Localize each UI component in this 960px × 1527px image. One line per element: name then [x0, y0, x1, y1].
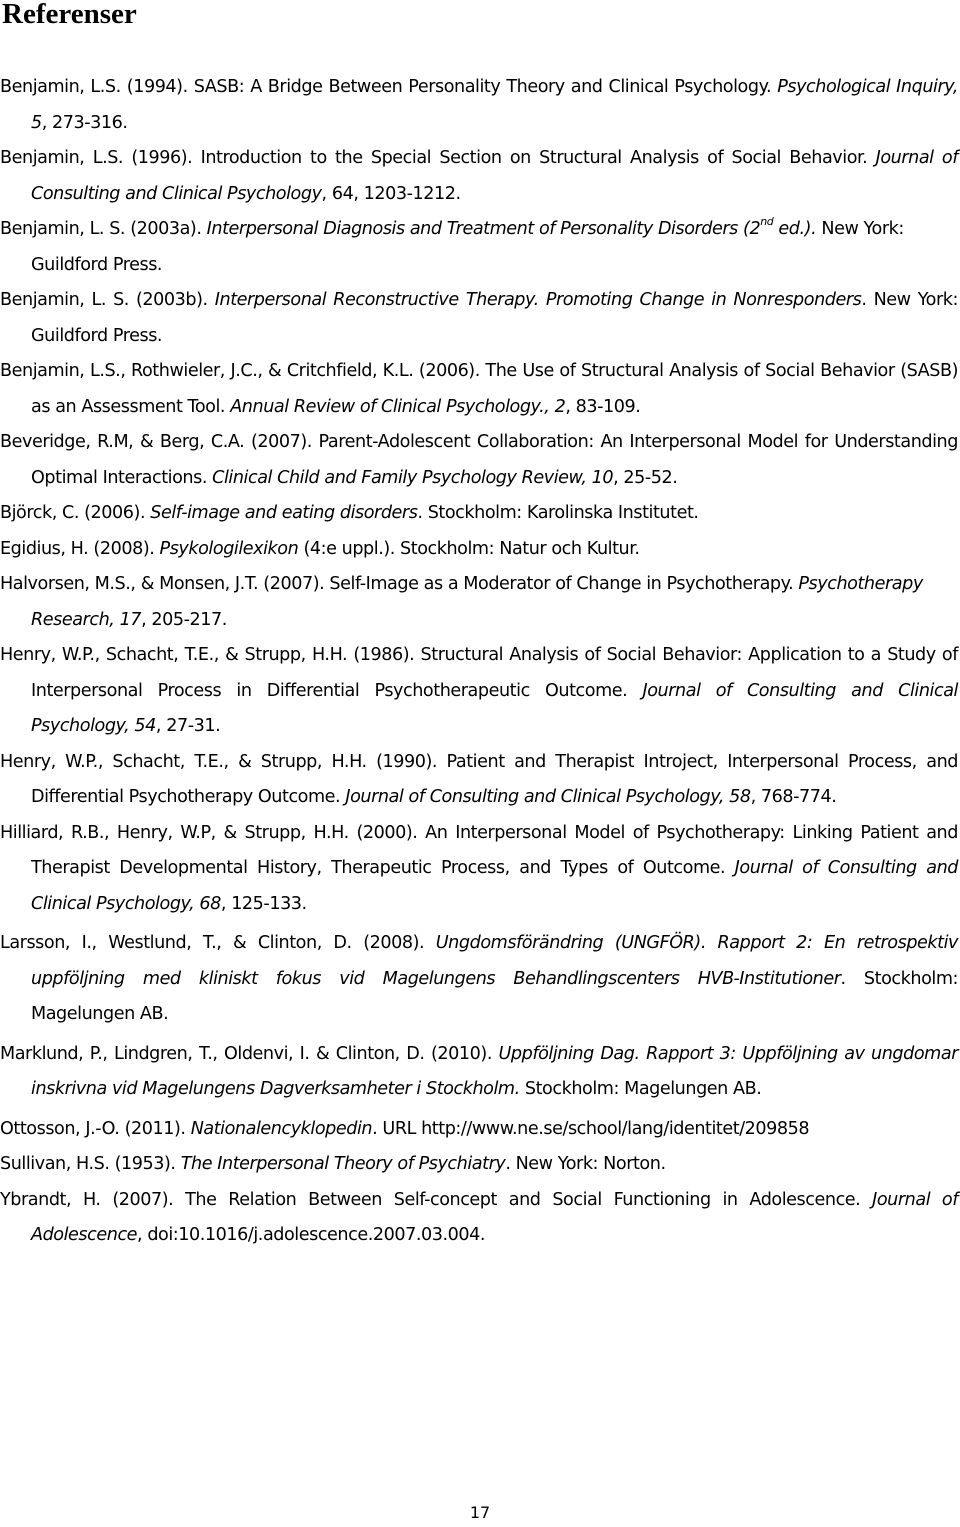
reference-title: Psykologilexikon — [159, 538, 299, 559]
reference-source: Journal of Consulting and Clinical Psychology, 68 — [31, 858, 958, 914]
reference-item — [0, 816, 958, 923]
reference-item — [0, 1147, 958, 1183]
reference-details: . Stockholm: Magelungen AB. — [31, 968, 958, 1024]
reference-list — [0, 70, 958, 1254]
reference-details: . New York: Norton. — [505, 1154, 666, 1174]
reference-author: Benjamin, L. S. (2003b). — [0, 290, 208, 310]
reference-author: Sullivan, H.S. (1953). — [0, 1154, 176, 1174]
reference-item — [0, 567, 958, 638]
reference-author: Beveridge, R.M, & Berg, C.A. (2007). — [0, 432, 312, 452]
reference-title: Self-image and eating disorders — [150, 503, 418, 523]
reference-author: Benjamin, L.S., Rothwieler, J.C., & Critchfield, K.L. (2006). — [0, 361, 480, 381]
reference-details: , 25-52. — [613, 467, 678, 488]
reference-title: Nationalencyklopedin — [190, 1118, 373, 1139]
reference-author: Henry, W.P., Schacht, T.E., & Strupp, H.H. (1990). — [0, 751, 438, 772]
reference-author: Björck, C. (2006). — [0, 503, 146, 523]
reference-details: , 83-109. — [565, 396, 641, 417]
reference-title: Interpersonal Diagnosis and Treatment of Personality Disorders (2nd ed.). — [206, 215, 817, 239]
reference-title: The Use of Structural Analysis of Social Behavior (SASB) as an Assessment Tool. — [31, 361, 958, 417]
superscript: nd — [760, 215, 774, 229]
reference-title: Ungdomsförändring (UNGFÖR). Rapport 2: En retrospektiv uppföljning med kliniskt fokus vid Magelungens Behandlingscenters HVB-Institutioner — [31, 933, 959, 989]
reference-source: Journal of Consulting and Clinical Psychology — [31, 148, 958, 204]
reference-details: . New York: Guildford Press. — [31, 290, 958, 346]
reference-title: Patient and Therapist Introject, Interpersonal Process, and Differential Psychotherapy Outcome. — [31, 751, 958, 807]
reference-item — [0, 354, 958, 425]
reference-source: Journal of Consulting and Clinical Psychology, 54 — [31, 680, 958, 736]
reference-title: Structural Analysis of Social Behavior: Application to a Study of Interpersonal Process in Differential Psychotherapeutic Outcome. — [31, 645, 958, 701]
reference-details: , 273-316. — [41, 112, 128, 133]
reference-details: , doi:10.1016/j.adolescence.2007.03.004. — [137, 1225, 485, 1245]
reference-details: (4:e uppl.). Stockholm: Natur och Kultur. — [303, 538, 640, 559]
reference-title: An Interpersonal Model of Psychotherapy: Linking Patient and Therapist Developmental History, Therapeutic Process, and Types of Outcome. — [31, 822, 958, 878]
reference-details: , 125-133. — [220, 893, 307, 914]
reference-details: , 64, 1203-1212. — [321, 183, 461, 204]
reference-title: Introduction to the Special Section on Structural Analysis of Social Behavior. — [200, 148, 868, 168]
reference-source: Psychological Inquiry, 5 — [31, 77, 958, 133]
reference-item — [0, 141, 958, 212]
page-heading: Referenser — [2, 0, 137, 30]
reference-item — [0, 532, 958, 568]
reference-title: Interpersonal Reconstructive Therapy. — [214, 290, 539, 310]
reference-source: Annual Review of Clinical Psychology., 2 — [230, 396, 566, 417]
reference-author: Larsson, I., Westlund, T., & Clinton, D. (2008). — [0, 933, 425, 953]
reference-source: Journal of Adolescence — [31, 1189, 958, 1245]
reference-item — [0, 926, 958, 1033]
reference-author: Benjamin, L.S. (1996). — [0, 148, 193, 168]
reference-source: Clinical Child and Family Psychology Review, 10 — [212, 467, 614, 488]
reference-item — [0, 1112, 958, 1148]
reference-title: The Relation Between Self-concept and Social Functioning in Adolescence. — [185, 1189, 861, 1210]
reference-author: Halvorsen, M.S., & Monsen, J.T. (2007). — [0, 574, 325, 594]
reference-item — [0, 1037, 958, 1108]
reference-item — [0, 638, 958, 745]
reference-item — [0, 212, 958, 283]
reference-details: New York: Guildford Press. — [31, 219, 904, 275]
reference-item — [0, 745, 958, 816]
reference-item — [0, 283, 958, 354]
reference-item — [0, 70, 958, 141]
reference-details: Stockholm: Magelungen AB. — [524, 1079, 762, 1099]
reference-subtitle: Promoting Change in Nonresponders — [545, 290, 862, 310]
reference-details: , 27-31. — [155, 716, 221, 736]
reference-item — [0, 1183, 958, 1254]
reference-title: Self-Image as a Moderator of Change in Psychotherapy. — [329, 574, 794, 594]
reference-source: Journal of Consulting and Clinical Psychology, 58 — [345, 787, 751, 807]
reference-title: Uppföljning Dag. Rapport 3: Uppföljning av ungdomar inskrivna vid Magelungens Dagverksamheter i Stockholm. — [31, 1043, 958, 1099]
reference-details: , 768-774. — [750, 787, 837, 807]
reference-author: Marklund, P., Lindgren, T., Oldenvi, I. & Clinton, D. (2010). — [0, 1043, 492, 1064]
reference-details: . URL http://www.ne.se/school/lang/identitet/209858 — [372, 1118, 810, 1139]
reference-title: The Interpersonal Theory of Psychiatry — [180, 1154, 506, 1174]
reference-title: Parent-Adolescent Collaboration: An Interpersonal Model for Understanding Optimal Interactions. — [31, 432, 958, 488]
reference-details: . Stockholm: Karolinska Institutet. — [417, 503, 699, 523]
reference-author: Egidius, H. (2008). — [0, 538, 155, 559]
reference-author: Benjamin, L. S. (2003a). — [0, 219, 202, 239]
reference-item — [0, 496, 958, 532]
reference-source: Psychotherapy Research, 17 — [31, 574, 923, 630]
reference-author: Ybrandt, H. (2007). — [0, 1189, 174, 1210]
page-number: 17 — [469, 1503, 491, 1522]
reference-author: Ottosson, J.-O. (2011). — [0, 1118, 186, 1139]
reference-title: SASB: A Bridge Between Personality Theory and Clinical Psychology. — [193, 77, 772, 97]
reference-item — [0, 425, 958, 496]
reference-author: Hilliard, R.B., Henry, W.P, & Strupp, H.H. (2000). — [0, 822, 418, 843]
reference-details: , 205-217. — [141, 609, 227, 630]
reference-author: Benjamin, L.S. (1994). — [0, 77, 188, 97]
reference-author: Henry, W.P., Schacht, T.E., & Strupp, H.H. (1986). — [0, 645, 415, 665]
